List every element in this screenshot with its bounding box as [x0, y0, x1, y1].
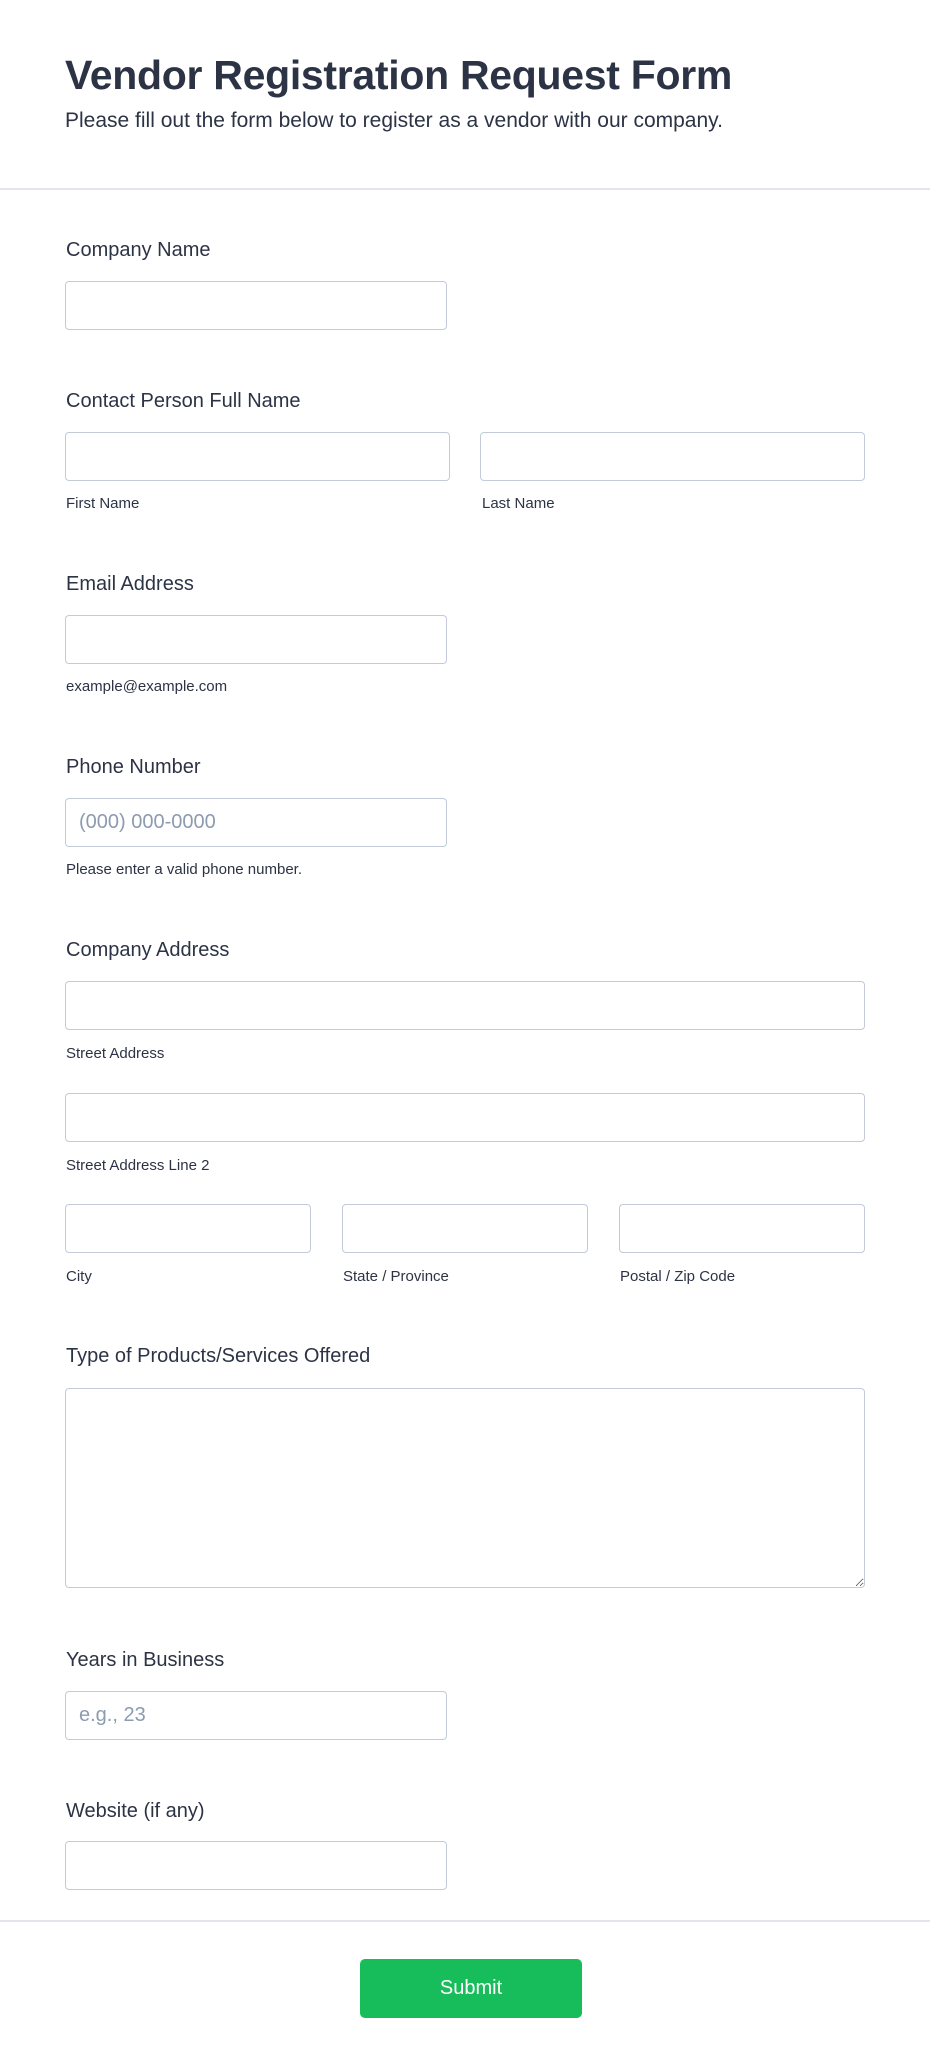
- years-input[interactable]: [65, 1691, 447, 1740]
- website-input[interactable]: [65, 1841, 447, 1890]
- header-divider: [0, 188, 930, 190]
- years-label: Years in Business: [66, 1649, 225, 1671]
- first-name-input[interactable]: [65, 432, 450, 481]
- zip-input[interactable]: [619, 1204, 865, 1253]
- phone-input[interactable]: [65, 798, 447, 847]
- street-address-line2-sublabel: Street Address Line 2: [66, 1157, 210, 1174]
- email-input[interactable]: [65, 615, 447, 664]
- last-name-input[interactable]: [480, 432, 865, 481]
- page-subtitle: Please fill out the form below to register as a vendor with our company.: [65, 109, 723, 132]
- submit-button[interactable]: Submit: [360, 1959, 582, 2018]
- phone-label: Phone Number: [66, 756, 201, 778]
- state-sublabel: State / Province: [343, 1268, 449, 1285]
- street-address-line2-input[interactable]: [65, 1093, 865, 1142]
- street-address-input[interactable]: [65, 981, 865, 1030]
- footer-divider: [0, 1920, 930, 1922]
- first-name-sublabel: First Name: [66, 495, 140, 512]
- company-name-input[interactable]: [65, 281, 447, 330]
- contact-name-label: Contact Person Full Name: [66, 390, 301, 412]
- company-name-label: Company Name: [66, 239, 211, 261]
- last-name-sublabel: Last Name: [482, 495, 555, 512]
- state-input[interactable]: [342, 1204, 588, 1253]
- city-input[interactable]: [65, 1204, 311, 1253]
- city-sublabel: City: [66, 1268, 92, 1285]
- street-address-sublabel: Street Address: [66, 1045, 165, 1062]
- zip-sublabel: Postal / Zip Code: [620, 1268, 736, 1285]
- address-label: Company Address: [66, 939, 230, 961]
- products-label: Type of Products/Services Offered: [66, 1345, 371, 1367]
- email-label: Email Address: [66, 573, 194, 595]
- products-textarea[interactable]: [65, 1388, 865, 1588]
- website-label: Website (if any): [66, 1800, 205, 1822]
- page-title: Vendor Registration Request Form: [65, 52, 733, 98]
- phone-hint: Please enter a valid phone number.: [66, 861, 302, 878]
- email-hint: example@example.com: [66, 678, 228, 695]
